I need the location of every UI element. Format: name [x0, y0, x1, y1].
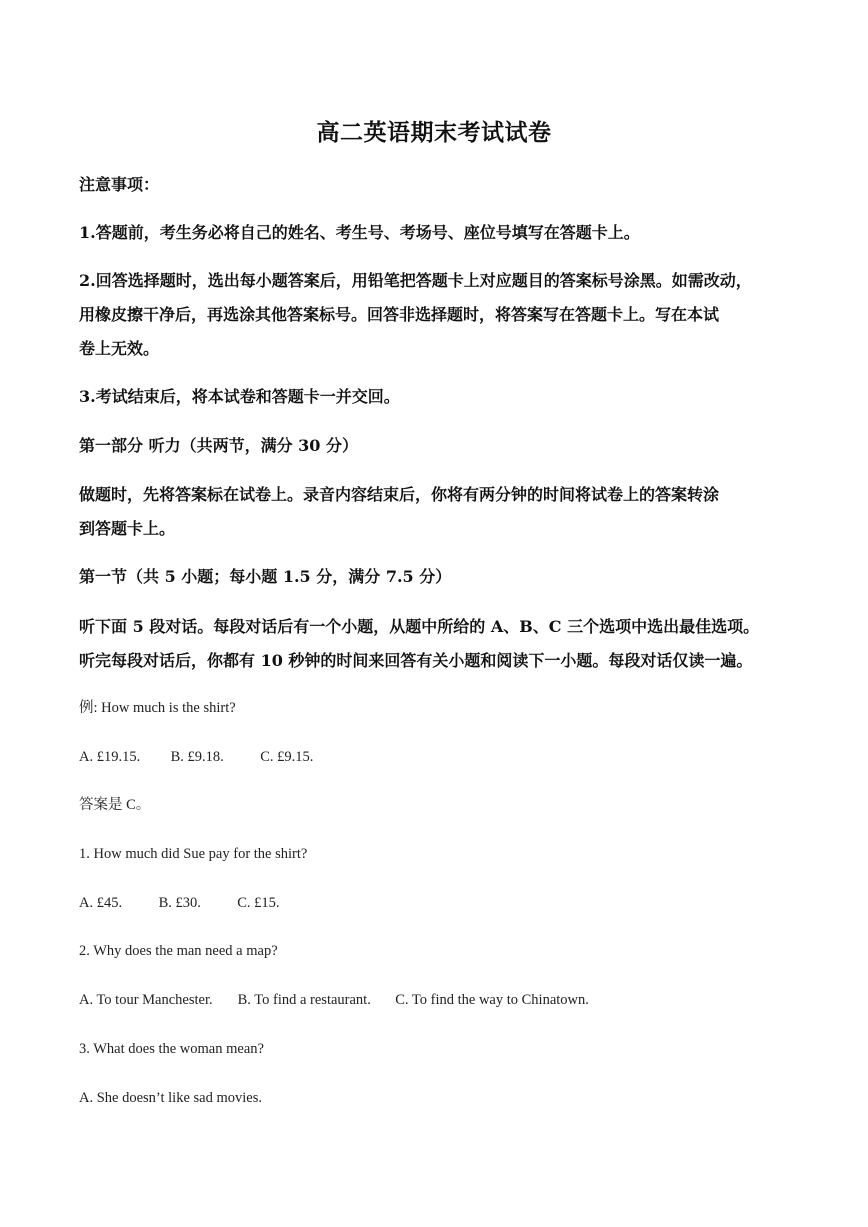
question-1-options [79, 887, 791, 920]
question-2: 2. Why does the man need a map? [79, 943, 278, 959]
question-3: 3. What does the woman mean? [79, 1041, 264, 1057]
example-option-b: B. £9.18. [170, 749, 224, 765]
question-2-option-c: C. To find the way to Chinatown. [395, 992, 589, 1008]
question-2-option-b: B. To find a restaurant. [237, 992, 371, 1008]
example-question: 例: How much is the shirt? [79, 700, 236, 716]
question-1-option-c: C. £15. [237, 895, 280, 911]
example-options [79, 741, 791, 774]
part1-intro-line-2: 到答题卡上。 [79, 519, 176, 538]
question-2-option-a: A. To tour Manchester. [79, 992, 213, 1008]
question-1-option-a: A. £45. [79, 895, 123, 911]
question-3-option-a: A. She doesn’t like sad movies. [79, 1090, 262, 1106]
part1-heading: 第一部分 听力（共两节，满分 30 分） [79, 436, 358, 455]
notice-item-2-line-2: 用橡皮擦干净后，再选涂其他答案标号。回答非选择题时，将答案写在答题卡上。写在本试 [79, 305, 720, 324]
section1-instruction-line-1: 听下面 5 段对话。每段对话后有一个小题，从题中所给的 A、B、C 三个选项中选出最佳选项。 [79, 617, 760, 636]
section1-instruction-line-2: 听完每段对话后，你都有 10 秒钟的时间来回答有关小题和阅读下一小题。每段对话仅读一遍。 [79, 651, 753, 670]
example-option-c: C. £9.15. [260, 749, 314, 765]
question-1-option-b: B. £30. [158, 895, 201, 911]
example-option-a: A. £19.15. [79, 749, 141, 765]
section1-heading: 第一节（共 5 小题；每小题 1.5 分，满分 7.5 分） [79, 567, 452, 586]
part1-intro-line-1: 做题时，先将答案标在试卷上。录音内容结束后，你将有两分钟的时间将试卷上的答案转涂 [79, 485, 720, 504]
notice-item-1: 1.答题前，考生务必将自己的姓名、考生号、考场号、座位号填写在答题卡上。 [79, 223, 640, 242]
notice-item-2-line-3: 卷上无效。 [79, 339, 160, 358]
example-answer: 答案是 C。 [79, 797, 151, 813]
question-1: 1. How much did Sue pay for the shirt? [79, 846, 308, 862]
question-2-options [79, 984, 791, 1017]
page-title: 高二英语期末考试试卷 [316, 119, 552, 146]
notice-heading: 注意事项： [79, 175, 160, 194]
notice-item-3: 3.考试结束后，将本试卷和答题卡一并交回。 [79, 387, 400, 406]
notice-item-2-line-1: 2.回答选择题时，选出每小题答案后，用铅笔把答题卡上对应题目的答案标号涂黑。如需改动， [79, 271, 752, 290]
